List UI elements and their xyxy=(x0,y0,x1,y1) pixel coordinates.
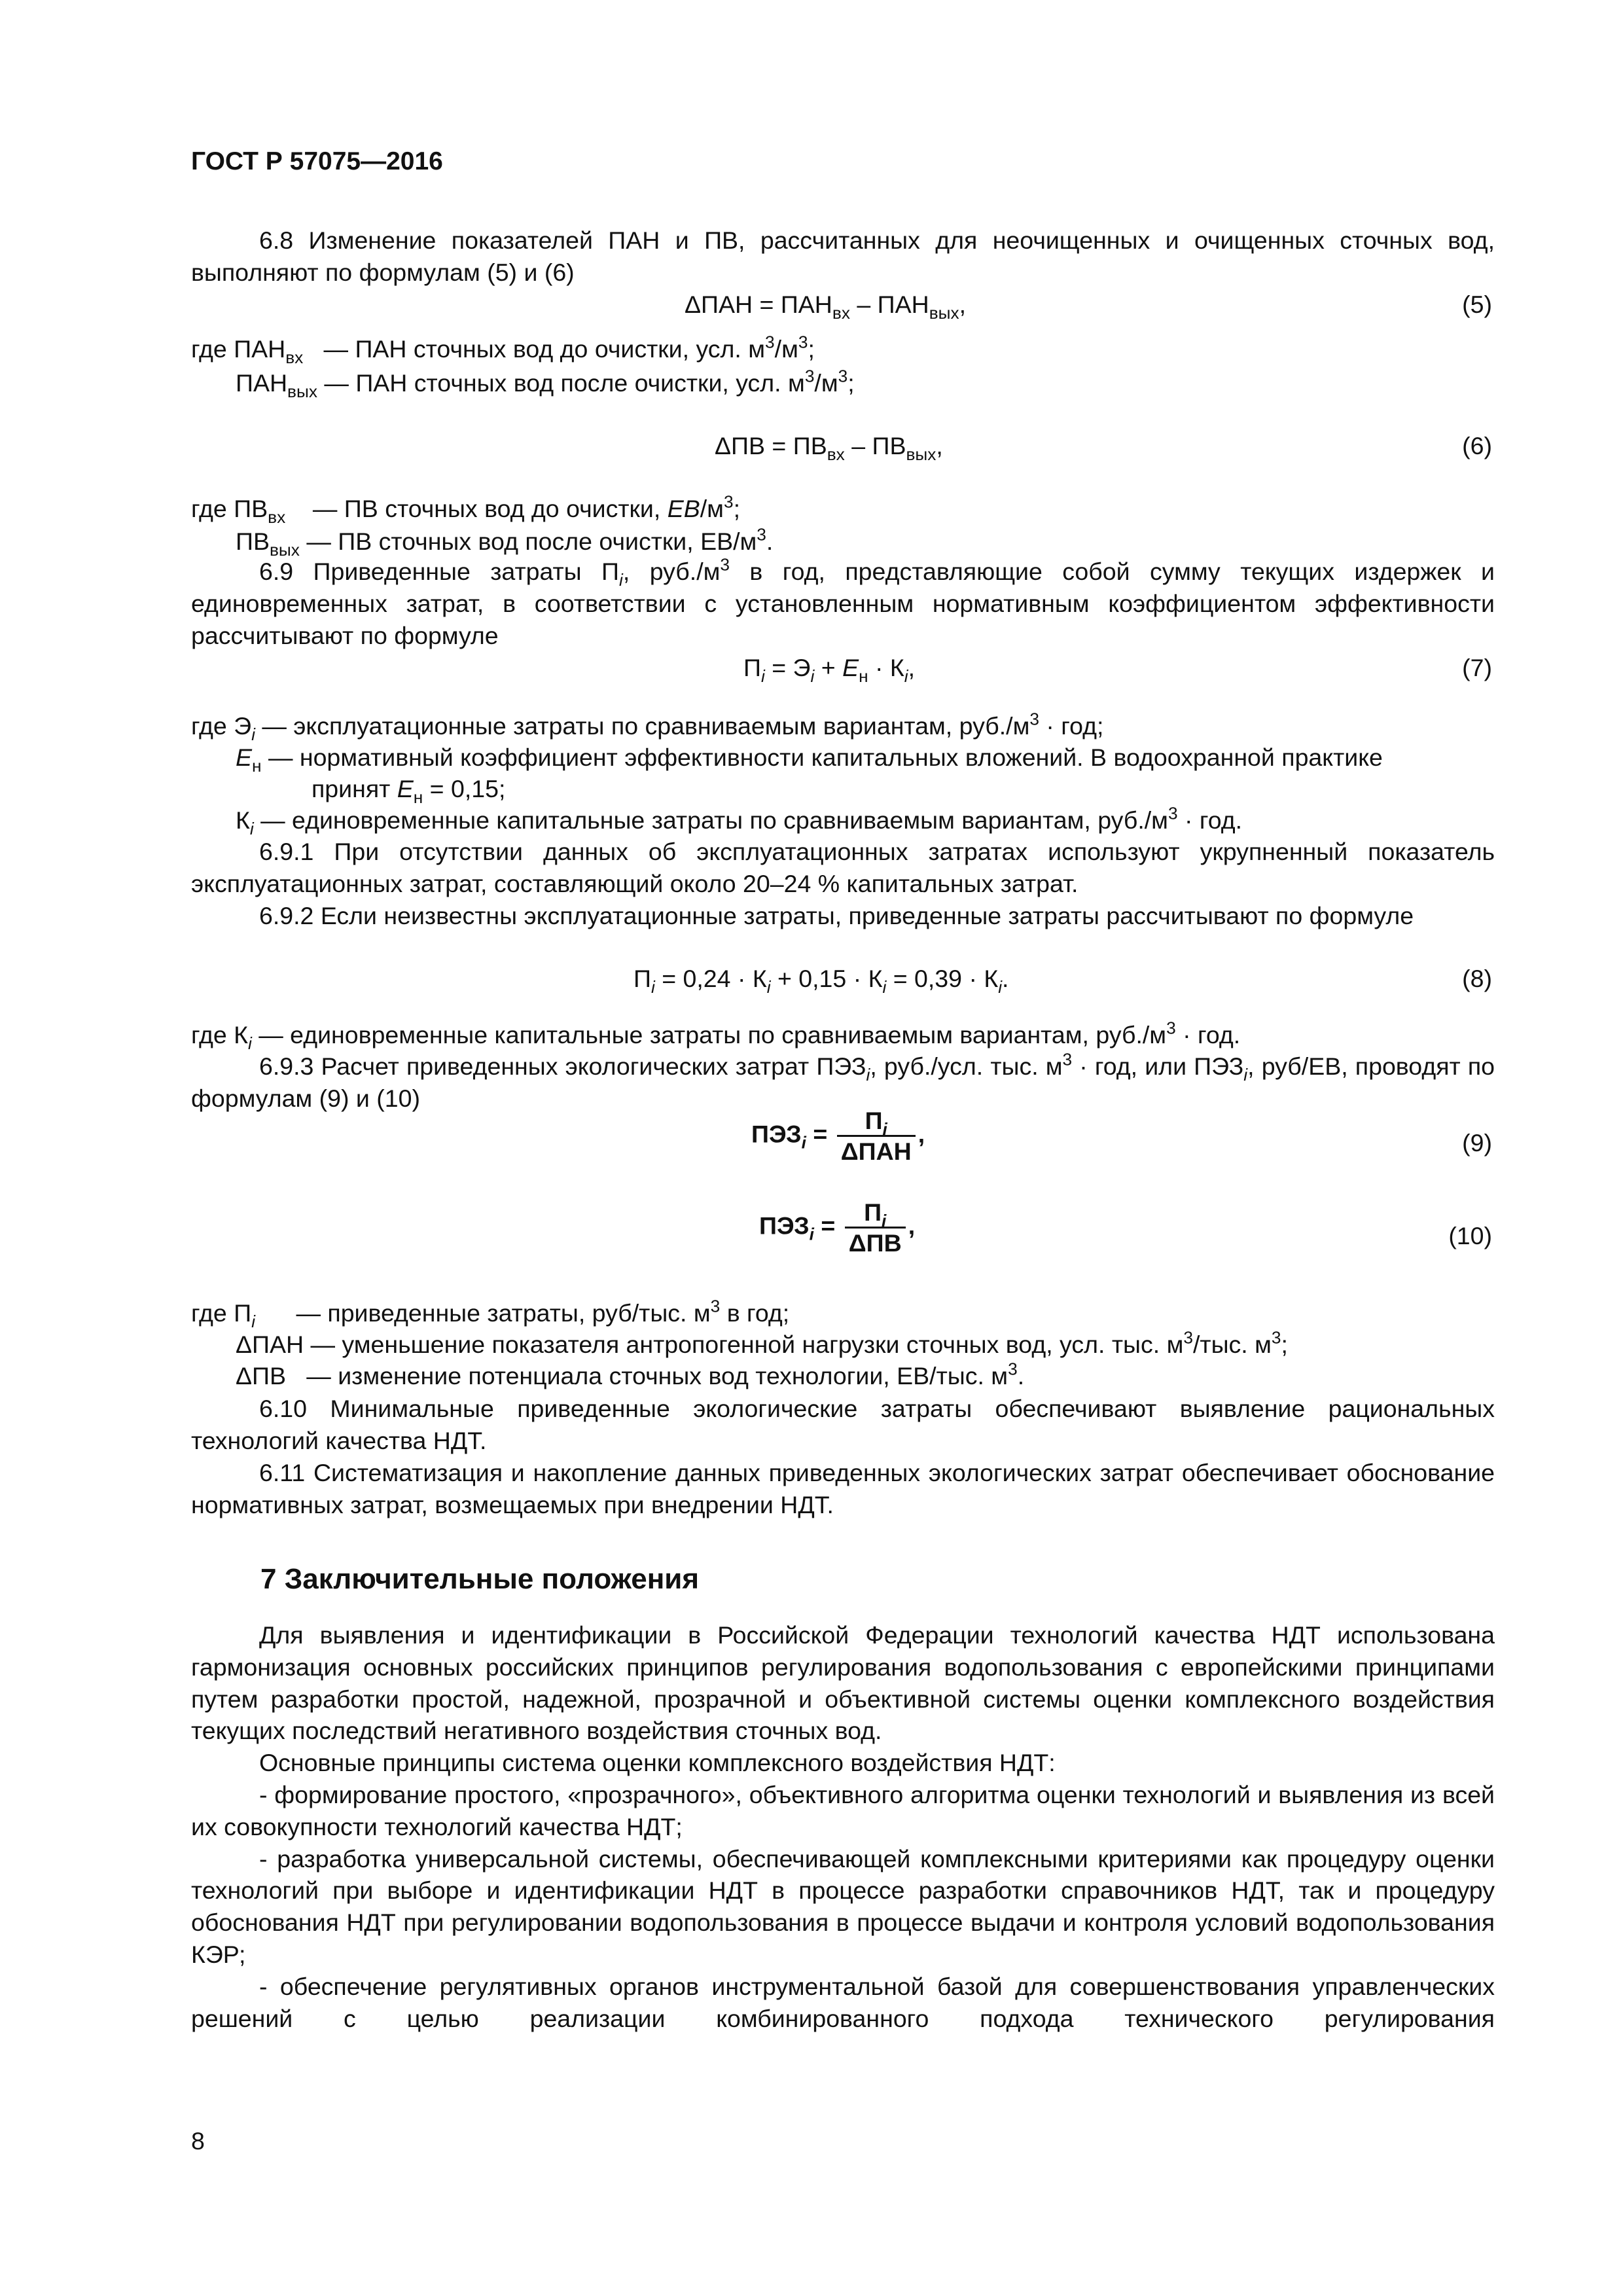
fraction-9: $\frac{П_i}{\text{ΔПАН}}$ xyxy=(837,1106,916,1166)
paragraph-6-9: 6.9 Приведенные затраты $П_i$, $руб./м^3$ в год, представляющие собой сумму текущих издержек и единовременных затрат, в соответствии с установленным нормативным коэффициентом эффективности рассчитывают по формуле xyxy=(191,554,1495,649)
definition-p-i: где $П_i$ — приведенные затраты, руб/тыс. $м^3$ в год; xyxy=(191,1296,790,1332)
page-number: 8 xyxy=(191,2127,205,2155)
definition-pv-out: $ПВ_{вых}$ — ПВ сточных вод после очистки, $ЕВ/м^3$. xyxy=(236,524,774,560)
definition-delta-pv: ΔПВ — изменение потенциала сточных вод технологии, ЕВ/тыс. $м^3$. xyxy=(236,1359,1025,1390)
section-7-list-item-1: - формирование простого, «прозрачного», объективного алгоритма оценки технологий и выявления из всей их совокупности технологий качества НДТ; xyxy=(191,1780,1495,1840)
definition-k-i: $К_i$ — единовременные капитальные затраты по сравниваемым вариантам, $руб./м^3$ · год. xyxy=(236,803,1243,839)
formula-6: $\Delta ПВ = ПВ_{вх} - ПВ_{вых}$, xyxy=(715,432,943,465)
definition-pan-out: $ПАН_{вых}$ — ПАН сточных вод после очистки, усл. $м^3/м^3$; xyxy=(236,366,855,402)
section-7-list-item-2: - разработка универсальной системы, обеспечивающей комплексными критериями как процедуру оценки технологий при выборе и идентификации НДТ в процессе разработки справочников НДТ, так и процедуру обоснования НДТ при регулировании водопользования в процессе выдачи и контроля условий водопользования КЭР; xyxy=(191,1844,1495,1968)
definition-e-n-value: принят $Е_н = 0,15$; xyxy=(312,775,506,808)
paragraph-6-8: 6.8 Изменение показателей ПАН и ПВ, рассчитанных для неочищенных и очищенных сточных вод, выполняют по формулам (5) и (6) xyxy=(191,226,1495,286)
paragraph-6-10: 6.10 Минимальные приведенные экологические затраты обеспечивают выявление рациональных технологий качества НДТ. xyxy=(191,1395,1495,1454)
definition-pan-in: где $ПАН_{вх}$ — ПАН сточных вод до очистки, усл. $м^3/м^3$; xyxy=(191,332,815,368)
formula-10: $ПЭЗ_i$ = $\frac{П_i}{\text{ΔПВ}}$ , xyxy=(759,1198,916,1257)
section-7-title: 7 Заключительные положения xyxy=(260,1563,700,1595)
section-7-paragraph-1: Для выявления и идентификации в Российской Федерации технологий качества НДТ использована гармонизация основных российских принципов регулирования водопользования с европейскими принципами путем разработки простой, надежной, прозрачной и объективной системы оценки комплексного воздействия текущих последствий негативного воздействия сточных вод. xyxy=(191,1621,1495,1745)
definition-pv-in: где $ПВ_{вх}$ — ПВ сточных вод до очистки, $ЕВ/м^3$; xyxy=(191,492,740,528)
formula-8: $П_i = 0,24 \cdot К_i + 0,15 \cdot К_i = 0,39 \cdot К_i$. xyxy=(633,965,1009,997)
formula-9-number: (9) xyxy=(1462,1129,1492,1157)
formula-10-number: (10) xyxy=(1448,1222,1492,1249)
section-7-list-item-3: - обеспечение регулятивных органов инструментальной базой для совершенствования управленческих решений с целью реализации комбинированного подхода технического регулирования xyxy=(191,1972,1495,2032)
section-7-body xyxy=(191,1619,1495,2034)
formula-6-number: (6) xyxy=(1462,432,1492,459)
formula-5: $\Delta ПАН = ПАН_{вх} - ПАН_{вых}$, xyxy=(685,291,967,323)
fraction-10: $\frac{П_i}{\text{ΔПВ}}$ xyxy=(845,1198,906,1257)
definition-k-i-8: где $К_i$ — единовременные капитальные затраты по сравниваемым вариантам, $руб./м^3$ · год. xyxy=(191,1018,1241,1054)
paragraph-6-9-1: 6.9.1 При отсутствии данных об эксплуатационных затратах используют укрупненный показатель эксплуатационных затрат, составляющий около 20–24 % капитальных затрат. xyxy=(191,838,1495,897)
formula-9: $ПЭЗ_i$ = $\frac{П_i}{\text{ΔПАН}}$ , xyxy=(751,1107,925,1165)
section-7-paragraph-2: Основные принципы система оценки комплексного воздействия НДТ: xyxy=(259,1749,1056,1777)
paragraph-6-9-3: 6.9.3 Расчет приведенных экологических затрат $ПЭЗ_i$, руб./усл. тыс. $м^3$ · год, или $ПЭЗ_i$, руб/ЕВ, проводят по формулам (9) и (10) xyxy=(191,1049,1495,1112)
definition-e-n: $Е_н$ — нормативный коэффициент эффективности капитальных вложений. В водоохранной практике xyxy=(236,744,1383,776)
paragraph-6-11: 6.11 Систематизация и накопление данных приведенных экологических затрат обеспечивает обоснование нормативных затрат, возмещаемых при внедрении НДТ. xyxy=(191,1459,1495,1518)
document-header: ГОСТ Р 57075—2016 xyxy=(191,147,443,175)
definition-delta-pan: ΔПАН — уменьшение показателя антропогенной нагрузки сточных вод, усл. тыс. $м^3$/тыс. $м^3$; xyxy=(236,1327,1288,1358)
formula-8-number: (8) xyxy=(1462,965,1492,992)
formula-7: $П_i = Э_i + Е_н \cdot К_i$, xyxy=(743,654,916,687)
formula-7-number: (7) xyxy=(1462,654,1492,681)
formula-5-number: (5) xyxy=(1462,291,1492,318)
paragraph-6-9-2: 6.9.2 Если неизвестны эксплуатационные затраты, приведенные затраты рассчитывают по формуле xyxy=(259,902,1414,929)
definition-e-i: где $Э_i$ — эксплуатационные затраты по сравниваемым вариантам, $руб./м^3$ · год; xyxy=(191,709,1104,745)
